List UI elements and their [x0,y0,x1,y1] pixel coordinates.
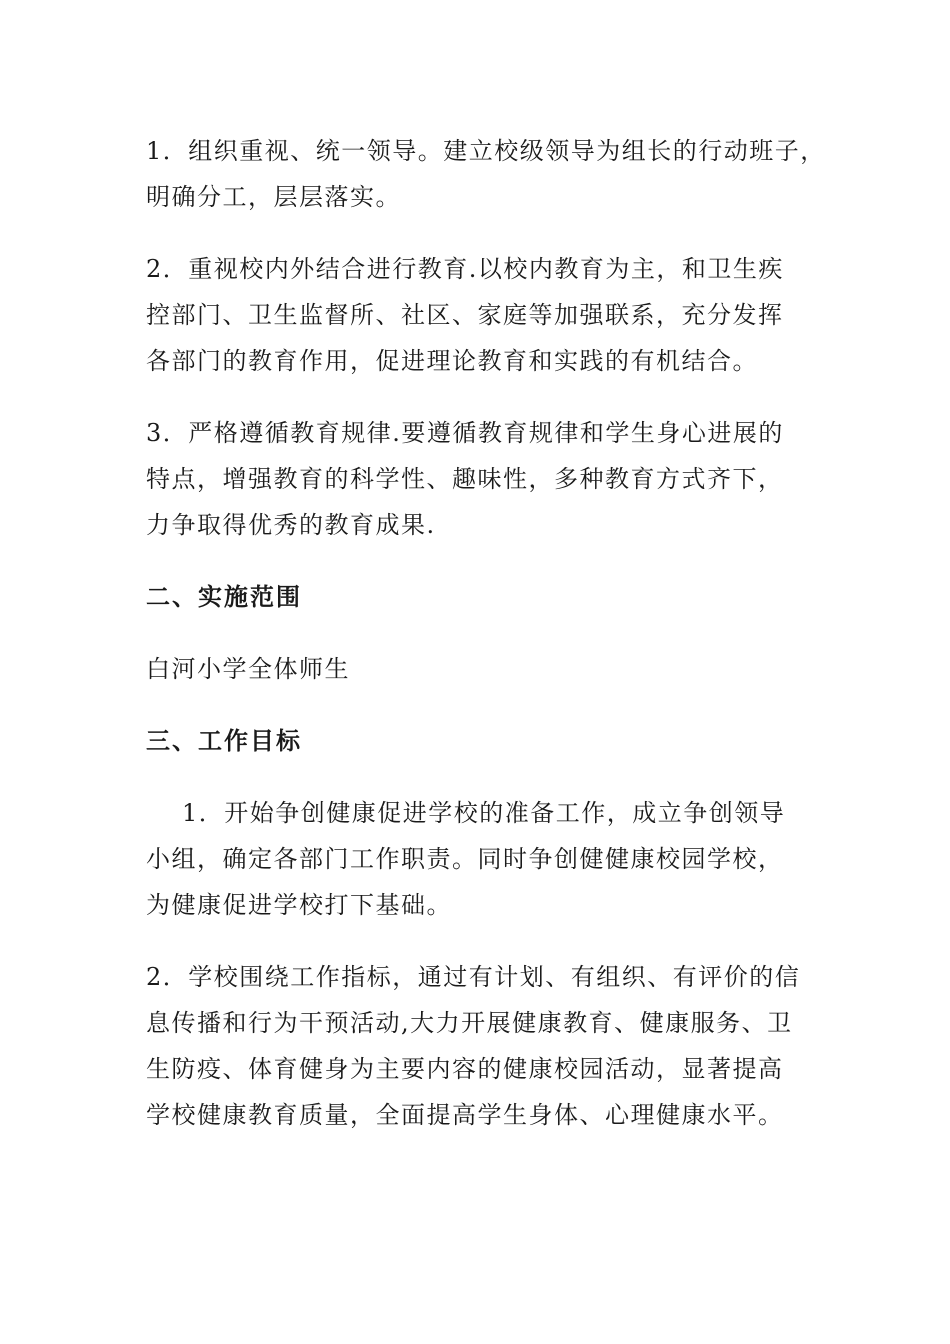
text-line: 学校健康教育质量，全面提高学生身体、心理健康水平。 [146,1101,784,1129]
text-line: 为健康促进学校打下基础。 [146,891,452,919]
text-line: 控部门、卫生监督所、社区、家庭等加强联系，充分发挥 [146,301,784,329]
text-line: 明确分工，层层落实。 [146,183,401,211]
paragraph-education-rules [146,410,826,548]
text-line: 各部门的教育作用，促进理论教育和实践的有机结合。 [146,347,758,375]
text-line: 白河小学全体师生 [146,655,350,683]
paragraph-goal-1 [146,790,826,836]
paragraph-goal-1-continued [146,836,826,928]
paragraph-combined-education [146,246,826,384]
paragraph-goal-2 [146,954,826,1138]
text-line: 2．重视校内外结合进行教育.以校内教育为主，和卫生疾 [146,255,784,283]
text-line: 1．组织重视、统一领导。建立校级领导为组长的行动班子， [146,137,826,165]
text-line: 息传播和行为干预活动,大力开展健康教育、健康服务、卫 [146,1009,793,1037]
text-line: 2．学校围绕工作指标，通过有计划、有组织、有评价的信 [146,963,801,991]
text-line: 3．严格遵循教育规律.要遵循教育规律和学生身心进展的 [146,419,784,447]
text-line: 生防疫、体育健身为主要内容的健康校园活动，显著提高 [146,1055,784,1083]
section-heading-scope: 二、实施范围 [146,583,302,611]
paragraph-organization [146,128,826,220]
text-line: 小组，确定各部门工作职责。同时争创健健康校园学校， [146,845,784,873]
text-line: 特点，增强教育的科学性、趣味性，多种教育方式齐下， [146,465,784,493]
text-line: 1．开始争创健康促进学校的准备工作，成立争创领导 [182,799,786,827]
document-page [146,128,826,1164]
section-heading-goals: 三、工作目标 [146,727,302,755]
text-line: 力争取得优秀的教育成果. [146,511,436,539]
paragraph-scope [146,646,826,692]
